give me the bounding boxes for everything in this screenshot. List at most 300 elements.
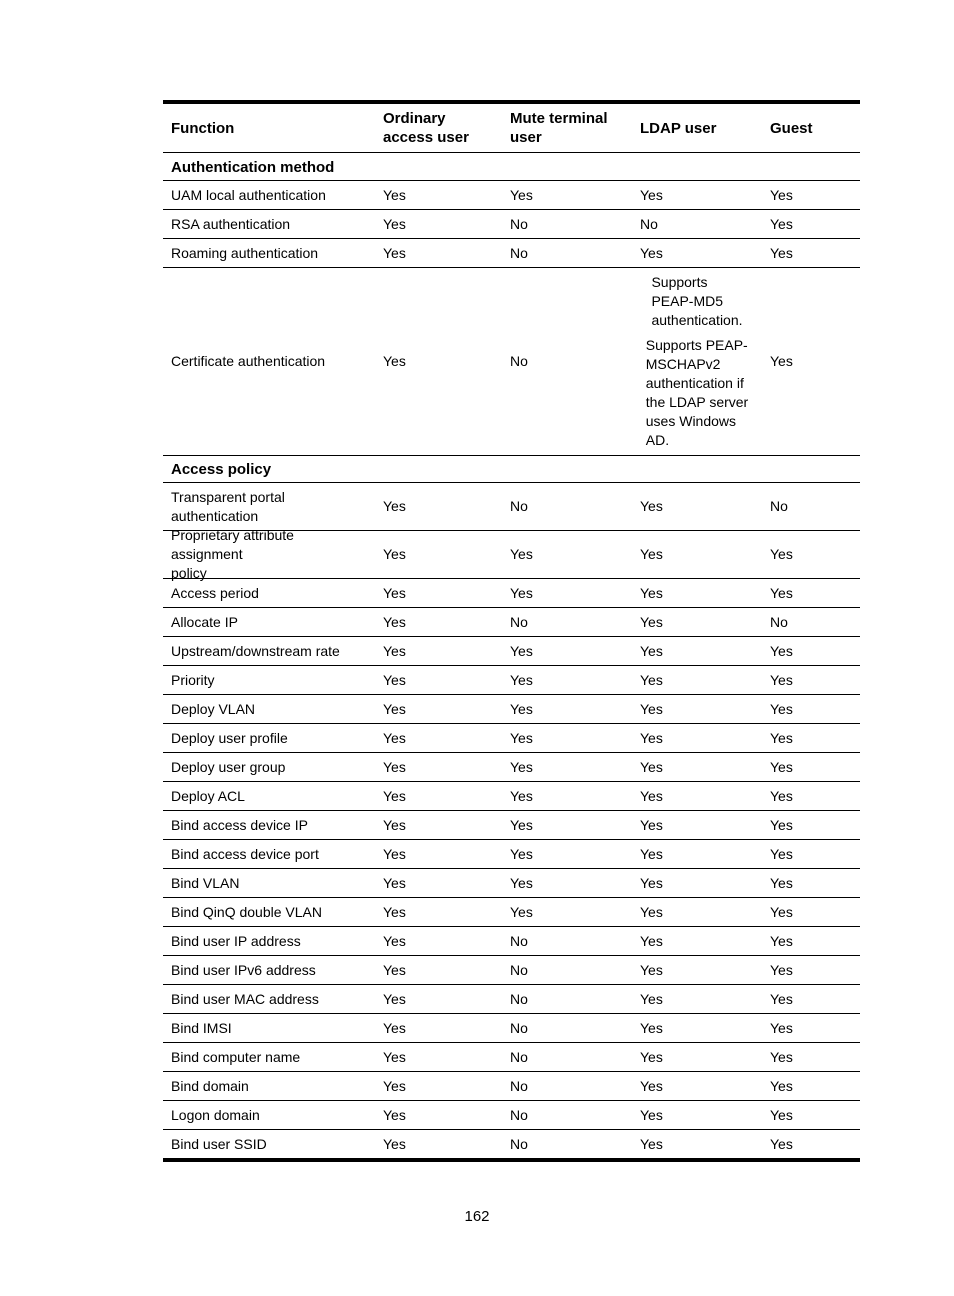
cell-function xyxy=(163,181,375,209)
cell-text: Yes xyxy=(770,932,793,949)
cell-guest xyxy=(762,181,860,209)
cell-text: Yes xyxy=(640,584,663,601)
cell-guest xyxy=(762,840,860,868)
cell-text: No xyxy=(510,1077,528,1094)
cell-text: Bind VLAN xyxy=(171,874,240,891)
cell-mute xyxy=(502,927,632,955)
cell-text: Yes xyxy=(770,1048,793,1065)
cell-ldap xyxy=(632,181,762,209)
cell-ldap xyxy=(632,239,762,267)
cell-text: Yes xyxy=(770,215,793,232)
cell-guest xyxy=(762,1014,860,1042)
cell-ordinary xyxy=(375,1130,502,1158)
cell-ldap xyxy=(632,637,762,665)
cell-text: No xyxy=(510,244,528,261)
cell-text: Bind user IPv6 address xyxy=(171,961,316,978)
cell-guest xyxy=(762,1101,860,1129)
table-row xyxy=(163,636,860,665)
cell-mute xyxy=(502,985,632,1013)
cell-text: Yes xyxy=(383,1135,406,1152)
cell-text: Yes xyxy=(383,353,406,369)
cell-text: Yes xyxy=(640,498,663,514)
section-title: Authentication method xyxy=(171,159,335,176)
cell-text: Yes xyxy=(770,546,793,562)
table-row xyxy=(163,781,860,810)
cell-text: Yes xyxy=(640,1048,663,1065)
cell-guest xyxy=(762,268,860,455)
cell-function xyxy=(163,239,375,267)
cell-ordinary xyxy=(375,1043,502,1071)
cell-text: Yes xyxy=(383,903,406,920)
cell-text: Yes xyxy=(383,729,406,746)
cell-ldap xyxy=(632,483,762,530)
cell-text: Yes xyxy=(640,1106,663,1123)
table-row xyxy=(163,527,860,581)
cell-ordinary xyxy=(375,956,502,984)
cell-text: Yes xyxy=(510,671,533,688)
cell-mute xyxy=(502,637,632,665)
cell-mute xyxy=(502,579,632,607)
cell-mute xyxy=(502,1101,632,1129)
cell-mute xyxy=(502,608,632,636)
cell-function xyxy=(163,637,375,665)
cell-text: Yes xyxy=(770,642,793,659)
cell-text: Yes xyxy=(510,787,533,804)
cell-ordinary xyxy=(375,782,502,810)
cell-text: Yes xyxy=(640,1019,663,1036)
cell-text: Yes xyxy=(383,874,406,891)
cell-text: Yes xyxy=(770,903,793,920)
cell-function xyxy=(163,724,375,752)
cell-mute xyxy=(502,210,632,238)
cell-text: Yes xyxy=(640,244,663,261)
cell-text: Yes xyxy=(640,758,663,775)
header-ldap-user: LDAP user xyxy=(640,119,717,137)
cell-ordinary xyxy=(375,985,502,1013)
table-row xyxy=(163,1013,860,1042)
cell-text: Yes xyxy=(770,244,793,261)
cell-text: No xyxy=(510,1019,528,1036)
cell-text: No xyxy=(510,353,528,369)
cell-text: Deploy VLAN xyxy=(171,700,256,717)
cell-text: Yes xyxy=(383,1106,406,1123)
cell-mute xyxy=(502,239,632,267)
cell-mute xyxy=(502,898,632,926)
cell-guest xyxy=(762,666,860,694)
cell-text: Bind user IP address xyxy=(171,932,301,949)
cell-text: Yes xyxy=(383,1019,406,1036)
cell-guest xyxy=(762,927,860,955)
table-row xyxy=(163,694,860,723)
cell-function xyxy=(163,579,375,607)
cell-mute xyxy=(502,181,632,209)
cell-text: Yes xyxy=(770,816,793,833)
cell-text: Yes xyxy=(510,700,533,717)
cell-guest xyxy=(762,782,860,810)
cell-function xyxy=(163,753,375,781)
cell-ordinary xyxy=(375,666,502,694)
cell-text: Yes xyxy=(640,642,663,659)
table-row xyxy=(163,180,860,209)
cell-text: No xyxy=(510,990,528,1007)
table-body xyxy=(163,153,860,1158)
cell-function xyxy=(163,869,375,897)
header-guest: Guest xyxy=(770,119,813,137)
cell-guest xyxy=(762,1072,860,1100)
table-row xyxy=(163,984,860,1013)
cell-text: Yes xyxy=(383,1077,406,1094)
cell-ordinary xyxy=(375,811,502,839)
table-row xyxy=(163,955,860,984)
cell-function xyxy=(163,608,375,636)
cell-text: Yes xyxy=(383,845,406,862)
cell-mute xyxy=(502,724,632,752)
cell-text: Yes xyxy=(640,990,663,1007)
cell-ordinary xyxy=(375,531,502,578)
cell-text: Yes xyxy=(640,1077,663,1094)
cell-text: Yes xyxy=(640,787,663,804)
cell-ldap xyxy=(632,898,762,926)
cell-ldap xyxy=(632,531,762,578)
cell-text: No xyxy=(770,498,788,514)
cell-ldap xyxy=(632,927,762,955)
cell-text: Certificate authentication xyxy=(171,353,326,369)
cell-ordinary xyxy=(375,1014,502,1042)
cell-text: Yes xyxy=(640,961,663,978)
cell-guest xyxy=(762,531,860,578)
cell-ldap xyxy=(632,1072,762,1100)
cell-mute xyxy=(502,531,632,578)
cell-ldap xyxy=(632,695,762,723)
cell-ldap xyxy=(632,579,762,607)
table-row xyxy=(163,665,860,694)
cell-text: Yes xyxy=(640,932,663,949)
cell-text: Yes xyxy=(383,671,406,688)
header-function: Function xyxy=(171,119,235,137)
cell-guest xyxy=(762,210,860,238)
cell-mute xyxy=(502,1072,632,1100)
table-row xyxy=(163,1042,860,1071)
cell-text: Deploy user profile xyxy=(171,729,288,746)
cell-mute xyxy=(502,956,632,984)
cell-text: Logon domain xyxy=(171,1106,260,1123)
cell-text: Yes xyxy=(770,584,793,601)
cell-text: Proprietary attribute assignment policy xyxy=(171,527,294,581)
cell-text: Yes xyxy=(383,932,406,949)
cell-text: Yes xyxy=(640,816,663,833)
cell-mute xyxy=(502,840,632,868)
table-row xyxy=(163,752,860,781)
cell-ldap xyxy=(632,956,762,984)
cell-mute xyxy=(502,811,632,839)
cell-text: Bind computer name xyxy=(171,1048,301,1065)
cell-ordinary xyxy=(375,724,502,752)
cell-guest xyxy=(762,695,860,723)
table-row xyxy=(163,607,860,636)
cell-text: Yes xyxy=(510,816,533,833)
cell-function xyxy=(163,695,375,723)
table-row xyxy=(163,238,860,267)
cell-text: Yes xyxy=(510,903,533,920)
cell-guest xyxy=(762,239,860,267)
cell-function xyxy=(163,1072,375,1100)
cell-text: Yes xyxy=(383,546,406,562)
cell-text: Yes xyxy=(383,186,406,203)
cell-text: Yes xyxy=(510,186,533,203)
cell-text: Yes xyxy=(383,584,406,601)
cell-guest xyxy=(762,579,860,607)
cell-text: Yes xyxy=(640,671,663,688)
cell-text: Yes xyxy=(770,961,793,978)
cell-function xyxy=(163,210,375,238)
cell-text: Yes xyxy=(770,758,793,775)
cell-text: Yes xyxy=(640,874,663,891)
cell-guest xyxy=(762,1043,860,1071)
cell-guest xyxy=(762,898,860,926)
cell-text: No xyxy=(510,498,528,514)
table-row xyxy=(163,723,860,752)
table-row xyxy=(163,578,860,607)
table-row xyxy=(163,1100,860,1129)
cell-text: Yes xyxy=(770,787,793,804)
section-row xyxy=(163,455,860,482)
cell-function xyxy=(163,1014,375,1042)
cell-guest xyxy=(762,608,860,636)
cell-ordinary xyxy=(375,268,502,455)
cell-text: Yes xyxy=(383,787,406,804)
cell-mute xyxy=(502,1130,632,1158)
cell-function xyxy=(163,1043,375,1071)
cell-ldap xyxy=(632,1130,762,1158)
cell-ldap xyxy=(632,608,762,636)
cell-text: Yes xyxy=(770,700,793,717)
cell-text: No xyxy=(510,613,528,630)
cell-ordinary xyxy=(375,898,502,926)
cell-text: No xyxy=(510,1106,528,1123)
section-row xyxy=(163,153,860,180)
section-title: Access policy xyxy=(171,461,272,478)
cell-function xyxy=(163,268,375,455)
cell-text: Yes xyxy=(770,353,793,369)
cell-text: Bind QinQ double VLAN xyxy=(171,903,322,920)
cell-ordinary xyxy=(375,1072,502,1100)
table-row xyxy=(163,897,860,926)
header-ordinary-access-user: Ordinary access user xyxy=(383,110,469,146)
cell-function xyxy=(163,527,375,581)
cell-guest xyxy=(762,637,860,665)
cell-text: Yes xyxy=(770,1106,793,1123)
cell-function xyxy=(163,483,375,530)
cell-text: Bind domain xyxy=(171,1077,249,1094)
cell-ldap xyxy=(632,782,762,810)
cell-text: Yes xyxy=(640,729,663,746)
cell-mute xyxy=(502,782,632,810)
cell-ldap xyxy=(632,840,762,868)
table-row xyxy=(163,267,860,455)
cell-function xyxy=(163,956,375,984)
cell-text: Deploy user group xyxy=(171,758,286,775)
cell-guest xyxy=(762,985,860,1013)
cell-text: Yes xyxy=(770,1135,793,1152)
cell-function xyxy=(163,1101,375,1129)
cell-text: No xyxy=(510,1135,528,1152)
cell-ordinary xyxy=(375,753,502,781)
cell-ordinary xyxy=(375,840,502,868)
cell-ordinary xyxy=(375,181,502,209)
cell-function xyxy=(163,782,375,810)
cell-text: Access period xyxy=(171,584,259,601)
cell-text: Yes xyxy=(383,498,406,514)
cell-text: Bind access device IP xyxy=(171,816,308,833)
cell-mute xyxy=(502,483,632,530)
cell-text: Priority xyxy=(171,671,215,688)
table-row xyxy=(163,1071,860,1100)
cell-text: Yes xyxy=(383,244,406,261)
function-comparison-table xyxy=(163,100,860,1162)
cell-mute xyxy=(502,666,632,694)
cell-text: RSA authentication xyxy=(171,215,291,232)
cell-guest xyxy=(762,753,860,781)
cell-mute xyxy=(502,695,632,723)
page-number: 162 xyxy=(464,1208,490,1225)
cell-text: Yes xyxy=(770,874,793,891)
cell-ldap xyxy=(632,1014,762,1042)
cell-text: No xyxy=(510,932,528,949)
cell-text: Yes xyxy=(383,613,406,630)
cell-text: Yes xyxy=(640,700,663,717)
header-mute-terminal-user: Mute terminal user xyxy=(510,110,608,146)
cell-function xyxy=(163,840,375,868)
cell-guest xyxy=(762,811,860,839)
cell-ldap xyxy=(632,1043,762,1071)
cell-text: Yes xyxy=(510,584,533,601)
cell-text: Yes xyxy=(383,1048,406,1065)
table-row xyxy=(163,926,860,955)
cell-ordinary xyxy=(375,695,502,723)
cell-text: Transparent portal authentication xyxy=(171,488,285,524)
cell-text: Yes xyxy=(383,700,406,717)
cell-ldap xyxy=(632,724,762,752)
cell-guest xyxy=(762,869,860,897)
cell-text: Roaming authentication xyxy=(171,244,319,261)
cell-ordinary xyxy=(375,239,502,267)
cell-text: UAM local authentication xyxy=(171,186,326,203)
cell-text: Yes xyxy=(510,758,533,775)
cell-function xyxy=(163,927,375,955)
cell-text: Yes xyxy=(383,215,406,232)
cell-ordinary xyxy=(375,869,502,897)
cell-text: Yes xyxy=(640,613,663,630)
cell-text: Yes xyxy=(383,816,406,833)
cell-ordinary xyxy=(375,1101,502,1129)
cell-text: Yes xyxy=(770,186,793,203)
cell-text: Allocate IP xyxy=(171,613,238,630)
cell-text: Yes xyxy=(640,845,663,862)
table-row xyxy=(163,839,860,868)
cell-text: Bind user SSID xyxy=(171,1135,267,1152)
cell-ldap-notes xyxy=(632,268,762,455)
table-row xyxy=(163,482,860,530)
cell-function xyxy=(163,985,375,1013)
cell-text: Yes xyxy=(770,1077,793,1094)
cell-text: Bind user MAC address xyxy=(171,990,319,1007)
cell-ordinary xyxy=(375,483,502,530)
cell-text: Bind access device port xyxy=(171,845,319,862)
cell-guest xyxy=(762,956,860,984)
cell-guest xyxy=(762,724,860,752)
cell-text: Yes xyxy=(640,546,663,562)
cell-text: Yes xyxy=(770,990,793,1007)
cell-text: Yes xyxy=(383,758,406,775)
cell-guest xyxy=(762,1130,860,1158)
cell-function xyxy=(163,898,375,926)
cell-text: Yes xyxy=(510,546,533,562)
cell-ldap xyxy=(632,869,762,897)
cell-ldap xyxy=(632,210,762,238)
cell-mute xyxy=(502,268,632,455)
table-row xyxy=(163,209,860,238)
cell-ldap xyxy=(632,666,762,694)
cell-text: Yes xyxy=(770,1019,793,1036)
cell-ordinary xyxy=(375,637,502,665)
cell-mute xyxy=(502,753,632,781)
table-row xyxy=(163,868,860,897)
cell-ldap xyxy=(632,985,762,1013)
cell-function xyxy=(163,811,375,839)
cell-ordinary xyxy=(375,579,502,607)
cell-text: No xyxy=(640,215,658,232)
cell-text: Yes xyxy=(640,903,663,920)
cell-ldap xyxy=(632,811,762,839)
cell-ordinary xyxy=(375,608,502,636)
cell-text: Yes xyxy=(383,961,406,978)
table-row xyxy=(163,1129,860,1158)
table-row xyxy=(163,810,860,839)
cell-text: Yes xyxy=(770,845,793,862)
cell-text: Yes xyxy=(640,186,663,203)
cell-function xyxy=(163,1130,375,1158)
cell-mute xyxy=(502,1014,632,1042)
cell-text: Yes xyxy=(383,642,406,659)
cell-text: Yes xyxy=(770,671,793,688)
cell-ldap xyxy=(632,753,762,781)
cell-text: Yes xyxy=(383,990,406,1007)
cell-text: Yes xyxy=(510,729,533,746)
cell-text: Yes xyxy=(770,729,793,746)
cell-text: Yes xyxy=(640,1135,663,1152)
ldap-note: Supports PEAP- MSCHAPv2 authentication if the LDAP server uses Windows AD. xyxy=(645,337,749,448)
cell-text: Yes xyxy=(510,874,533,891)
cell-text: No xyxy=(510,215,528,232)
cell-mute xyxy=(502,869,632,897)
cell-text: No xyxy=(510,1048,528,1065)
cell-ordinary xyxy=(375,927,502,955)
cell-mute xyxy=(502,1043,632,1071)
cell-text: Bind IMSI xyxy=(171,1019,232,1036)
table-header-row xyxy=(163,104,860,153)
cell-text: Yes xyxy=(510,845,533,862)
cell-text: No xyxy=(510,961,528,978)
cell-ldap xyxy=(632,1101,762,1129)
cell-text: Upstream/downstream rate xyxy=(171,642,340,659)
cell-text: Yes xyxy=(510,642,533,659)
cell-text: Deploy ACL xyxy=(171,787,245,804)
cell-function xyxy=(163,666,375,694)
cell-guest xyxy=(762,483,860,530)
cell-ordinary xyxy=(375,210,502,238)
ldap-note: Supports PEAP-MD5 authentication. xyxy=(651,274,743,328)
cell-text: No xyxy=(770,613,788,630)
